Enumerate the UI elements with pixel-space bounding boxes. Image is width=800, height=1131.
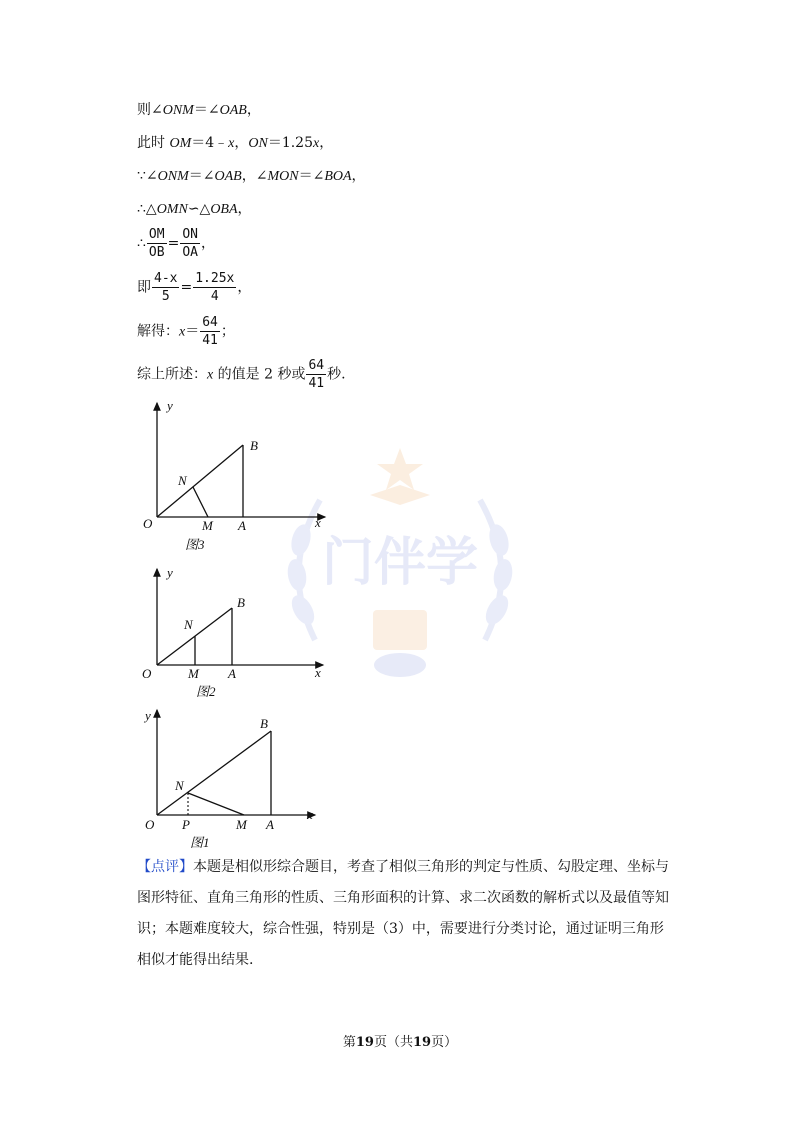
denominator: 41 xyxy=(202,333,218,348)
text: ， xyxy=(246,102,261,118)
text: ＝4﹣ xyxy=(191,135,229,151)
label-o: O xyxy=(142,666,152,681)
page-footer xyxy=(0,1031,800,1050)
denominator: 41 xyxy=(308,376,325,391)
figure-caption: 图2 xyxy=(196,684,216,699)
text: 秒. xyxy=(327,366,346,383)
label-x: x xyxy=(315,515,321,530)
text: ∴ xyxy=(137,235,146,252)
angle-onm: ONM xyxy=(162,103,194,118)
label-a: A xyxy=(238,518,246,533)
comment-text: 本题是相似形综合题目，考查了相似三角形的判定与性质、勾股定理、坐标与图形特征、直角三角形的性质、三角形面积的计算、求二次函数的解析式以及最值等知识；本题难度较大，综合性强，特别是（3）中，需要进行分类讨论，通过证明三角形相似才能得出结果. xyxy=(137,859,669,968)
text: ＝∠ xyxy=(298,168,325,184)
text: 第 xyxy=(342,1035,356,1050)
label-o: O xyxy=(145,817,155,832)
fraction xyxy=(193,270,236,305)
numerator: 64 xyxy=(202,315,218,330)
solution-line-8 xyxy=(137,357,346,392)
text: 此时 xyxy=(137,135,170,151)
var-x: x xyxy=(207,367,214,383)
text: ∽△ xyxy=(187,201,211,217)
numerator: 64 xyxy=(308,358,325,373)
text: 综上所述： xyxy=(137,366,207,383)
figure-1 xyxy=(135,702,345,856)
comment-paragraph xyxy=(137,852,677,976)
segment-nm xyxy=(193,487,208,517)
text: ＝∠ xyxy=(193,102,220,118)
text: 的值是 2 秒或 xyxy=(213,366,306,383)
var-x: x xyxy=(179,324,186,340)
text: ， xyxy=(237,279,252,296)
label-b: B xyxy=(237,595,245,610)
var-x: x xyxy=(313,136,320,151)
label-y: y xyxy=(167,398,173,413)
denominator: OA xyxy=(182,245,198,260)
text: ， xyxy=(234,135,249,151)
label-a: A xyxy=(266,817,274,832)
text: ∵∠ xyxy=(137,168,158,184)
text: ； xyxy=(220,323,235,340)
denominator: 4 xyxy=(210,289,219,304)
fraction xyxy=(147,226,167,261)
numerator: OM xyxy=(148,227,165,242)
solution-line-3 xyxy=(137,166,366,187)
segment-om: OM xyxy=(169,136,192,151)
text: ， xyxy=(319,135,334,151)
label-b: B xyxy=(260,716,268,731)
fraction xyxy=(180,226,200,261)
var-x: x xyxy=(228,136,235,151)
figure-caption: 图3 xyxy=(185,537,205,552)
triangle-omn: OMN xyxy=(156,202,188,217)
label-x: x xyxy=(315,665,321,680)
label-x: x xyxy=(307,807,313,822)
label-o: O xyxy=(143,516,153,531)
text: ， xyxy=(237,201,252,217)
text: 页） xyxy=(431,1035,458,1050)
fraction xyxy=(306,357,326,392)
label-n: N xyxy=(175,778,184,793)
fraction xyxy=(200,314,220,349)
label-m: M xyxy=(236,817,247,832)
watermark-text: 门伴学 xyxy=(321,533,479,593)
label-b: B xyxy=(250,438,258,453)
segment-ob xyxy=(157,445,243,517)
text: 即 xyxy=(137,279,151,296)
label-m: M xyxy=(202,518,213,533)
solution-line-5 xyxy=(137,226,215,261)
text: ， xyxy=(351,168,366,184)
text: = xyxy=(167,235,180,252)
text: ＝1.25 xyxy=(267,135,313,151)
numerator: 4-x xyxy=(154,271,178,286)
solution-line-4 xyxy=(137,199,252,220)
label-n: N xyxy=(184,617,193,632)
angle-mon: MON xyxy=(267,169,299,184)
solution-line-7 xyxy=(137,314,235,349)
label-y: y xyxy=(145,708,151,723)
triangle-oba: OBA xyxy=(210,202,238,217)
solution-line-2 xyxy=(137,133,333,154)
figure-3 xyxy=(135,395,345,559)
segment-nm xyxy=(188,793,244,815)
solution-line-1 xyxy=(137,100,261,121)
text: ∴△ xyxy=(137,201,157,217)
total-pages: 19 xyxy=(413,1035,432,1050)
numerator: ON xyxy=(182,227,198,242)
angle-oab: OAB xyxy=(219,103,247,118)
denominator: 5 xyxy=(161,289,170,304)
label-p: P xyxy=(182,817,190,832)
fraction xyxy=(152,270,179,305)
text: ＝∠ xyxy=(188,168,215,184)
label-y: y xyxy=(167,565,173,580)
comment-tag: 【点评】 xyxy=(137,859,193,875)
label-n: N xyxy=(178,473,187,488)
text: ， xyxy=(200,235,215,252)
text: ，∠ xyxy=(241,168,268,184)
label-a: A xyxy=(228,666,236,681)
angle-oab: OAB xyxy=(214,169,242,184)
figure-caption: 图1 xyxy=(190,835,210,850)
text: ＝ xyxy=(185,323,200,340)
page-number: 19 xyxy=(355,1035,374,1050)
segment-on: ON xyxy=(248,136,268,151)
denominator: OB xyxy=(148,245,165,260)
angle-onm: ONM xyxy=(157,169,189,184)
angle-boa: BOA xyxy=(324,169,352,184)
text: 页（共 xyxy=(373,1035,413,1050)
segment-ob xyxy=(157,731,271,815)
figure-2 xyxy=(135,563,345,707)
solution-line-6 xyxy=(137,270,251,305)
label-m: M xyxy=(188,666,199,681)
text: 解得： xyxy=(137,323,179,340)
numerator: 1.25x xyxy=(195,271,235,286)
text: 则∠ xyxy=(137,102,163,118)
text: = xyxy=(180,279,193,296)
